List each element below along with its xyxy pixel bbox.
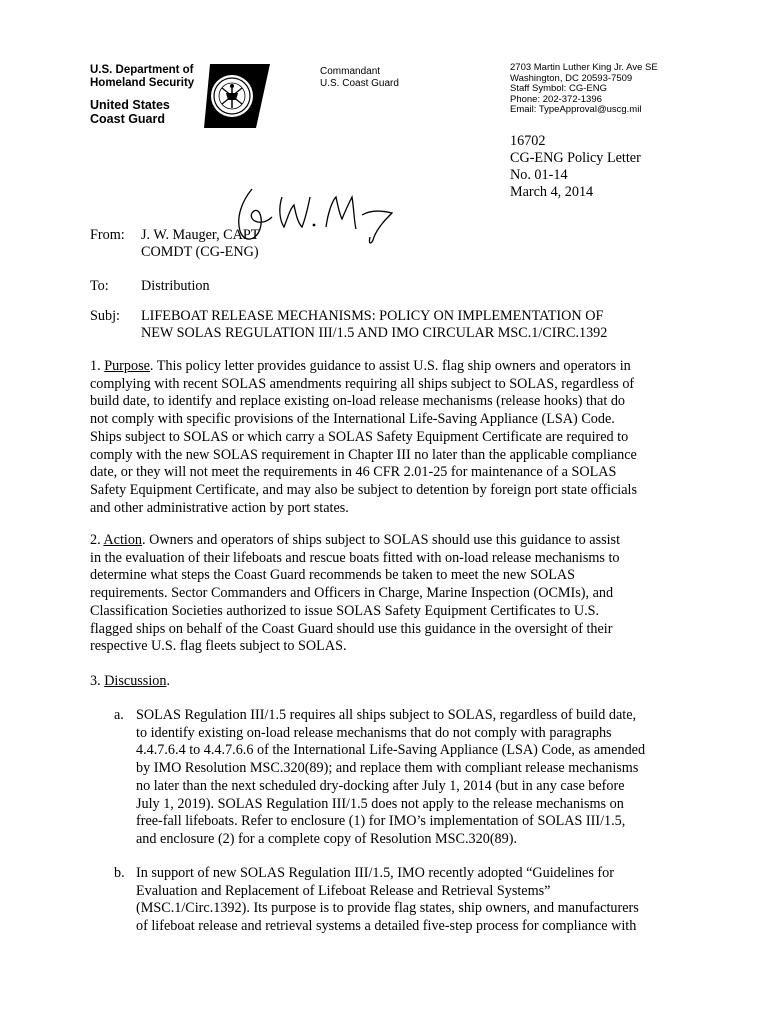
action-text: . Owners and operators of ships subject to SOLAS should use this guidance to assist [142,532,621,548]
discussion-heading-line [90,673,690,691]
email: Email: TypeApproval@uscg.mil [510,104,642,115]
commandant-line1: Commandant [320,66,381,77]
address-line: 2703 Martin Luther King Jr. Ave SE [510,62,658,73]
uscg-name-line2: Coast Guard [90,112,166,126]
to-label: To: [90,278,109,294]
action-line: flagged ships on behalf of the Coast Guard should use this guidance in the oversight of their [90,620,613,637]
item-a-line: free-fall lifeboats. Refer to enclosure (1) for IMO’s implementation of SOLAS III/1.5, [136,813,626,830]
action-line: determine what steps the Coast Guard recommends be taken to meet the new SOLAS [90,567,576,584]
action-line: Classification Societies authorized to issue SOLAS Safety Equipment Certificates to U.S. [90,602,600,619]
item-a-line: July 1, 2019). SOLAS Regulation III/1.5 does not apply to the release mechanisms on [136,795,624,812]
ssic-number: 16702 [510,133,546,149]
purpose-line: not comply with specific provisions of the International Life-Saving Appliance (LSA) Code. [90,411,615,428]
action-paragraph [90,532,690,656]
action-line: requirements. Sector Commanders and Officers in Charge, Marine Inspection (OCMIs), and [90,585,614,602]
action-number: 2. [90,532,104,548]
item-b-line: (MSC.1/Circ.1392). Its purpose is to provide flag states, ship owners, and manufacturers [136,900,639,917]
from-label: From: [90,227,125,243]
discussion-heading-period: . [166,673,171,689]
dhs-logo-text [90,64,200,126]
item-b-line: In support of new SOLAS Regulation III/1.5, IMO recently adopted “Guidelines for [136,865,614,881]
item-a-line: to identify existing on-load release mechanisms that do not comply with paragraphs [136,724,612,741]
handwritten-signature [222,183,402,249]
discussion-item-b [114,865,674,945]
dhs-name-line2: Homeland Security [90,77,195,89]
purpose-line: comply with the new SOLAS requirement in Chapter III no later than the applicable compliance [90,446,637,463]
discussion-item-a [114,707,674,857]
purpose-line: Safety Equipment Certificate, and may also be subject to detention by foreign port state officials [90,481,637,498]
item-b-line: Evaluation and Replacement of Lifeboat Release and Retrieval Systems” [136,882,551,899]
address-block [510,63,658,116]
purpose-paragraph [90,358,690,517]
staff-symbol: Staff Symbol: CG-ENG [510,83,607,94]
item-marker: a. [114,707,124,723]
subject-line1: LIFEBOAT RELEASE MECHANISMS: POLICY ON IMPLEMENTATION OF [141,308,604,324]
address-line: Washington, DC 20593-7509 [510,72,633,84]
subject-line2: NEW SOLAS REGULATION III/1.5 AND IMO CIRCULAR MSC.1/CIRC.1392 [141,325,608,341]
commandant-line2: U.S. Coast Guard [320,77,399,89]
policy-letter-type: CG-ENG Policy Letter [510,150,641,166]
purpose-line: build date, to identify and replace existing on-load release mechanisms (release hooks) that do [90,393,626,410]
reference-block [510,133,641,201]
item-a-line: 4.4.7.6.4 to 4.4.7.6.6 of the International Life-Saving Appliance (LSA) Code, as amended [136,742,646,759]
from-office: COMDT (CG-ENG) [141,244,259,260]
purpose-text: . This policy letter provides guidance to assist U.S. flag ship owners and operators in [149,358,631,374]
item-marker: b. [114,865,125,881]
item-a-line: SOLAS Regulation III/1.5 requires all ships subject to SOLAS, regardless of build date, [136,707,637,723]
purpose-number: 1. [90,358,105,374]
dhs-name-line1: U.S. Department of [90,64,194,76]
purpose-line: and other administrative action by port states. [90,499,349,516]
purpose-line: complying with recent SOLAS amendments requiring all ships subject to SOLAS, regardless of [90,375,635,392]
phone: Phone: 202-372-1396 [510,93,602,105]
purpose-heading: Purpose [104,358,150,374]
from-name: J. W. Mauger, CAPT [141,227,260,243]
item-b-line: of lifeboat release and retrieval systems a detailed five-step process for compliance with [136,918,637,935]
purpose-line: Ships subject to SOLAS or which carry a SOLAS Safety Equipment Certificate are required to [90,428,629,445]
item-a-line: and enclosure (2) for a complete copy of Resolution MSC.320(89). [136,830,518,847]
subj-label: Subj: [90,308,120,324]
item-a-line: no later than the next scheduled dry-docking after July 1, 2014 (but in any case before [136,777,625,794]
coast-guard-seal-icon [204,64,270,128]
action-heading: Action [103,532,143,548]
purpose-line: date, or they will not meet the requirements in 46 CFR 2.01-25 for maintenance of a SOLAS [90,464,617,481]
item-a-line: by IMO Resolution MSC.320(89); and replace them with compliant release mechanisms [136,760,639,777]
letter-date: March 4, 2014 [510,184,594,200]
discussion-heading: Discussion [104,673,167,689]
discussion-number: 3. [90,673,105,689]
commandant-block [320,66,399,89]
to-value: Distribution [141,278,210,294]
action-line: in the evaluation of their lifeboats and rescue boats fitted with on-load release mechanisms to [90,549,620,566]
policy-letter-number: No. 01-14 [510,167,568,183]
uscg-name-line1: United States [90,98,170,112]
action-line: respective U.S. flag fleets subject to SOLAS. [90,638,347,655]
